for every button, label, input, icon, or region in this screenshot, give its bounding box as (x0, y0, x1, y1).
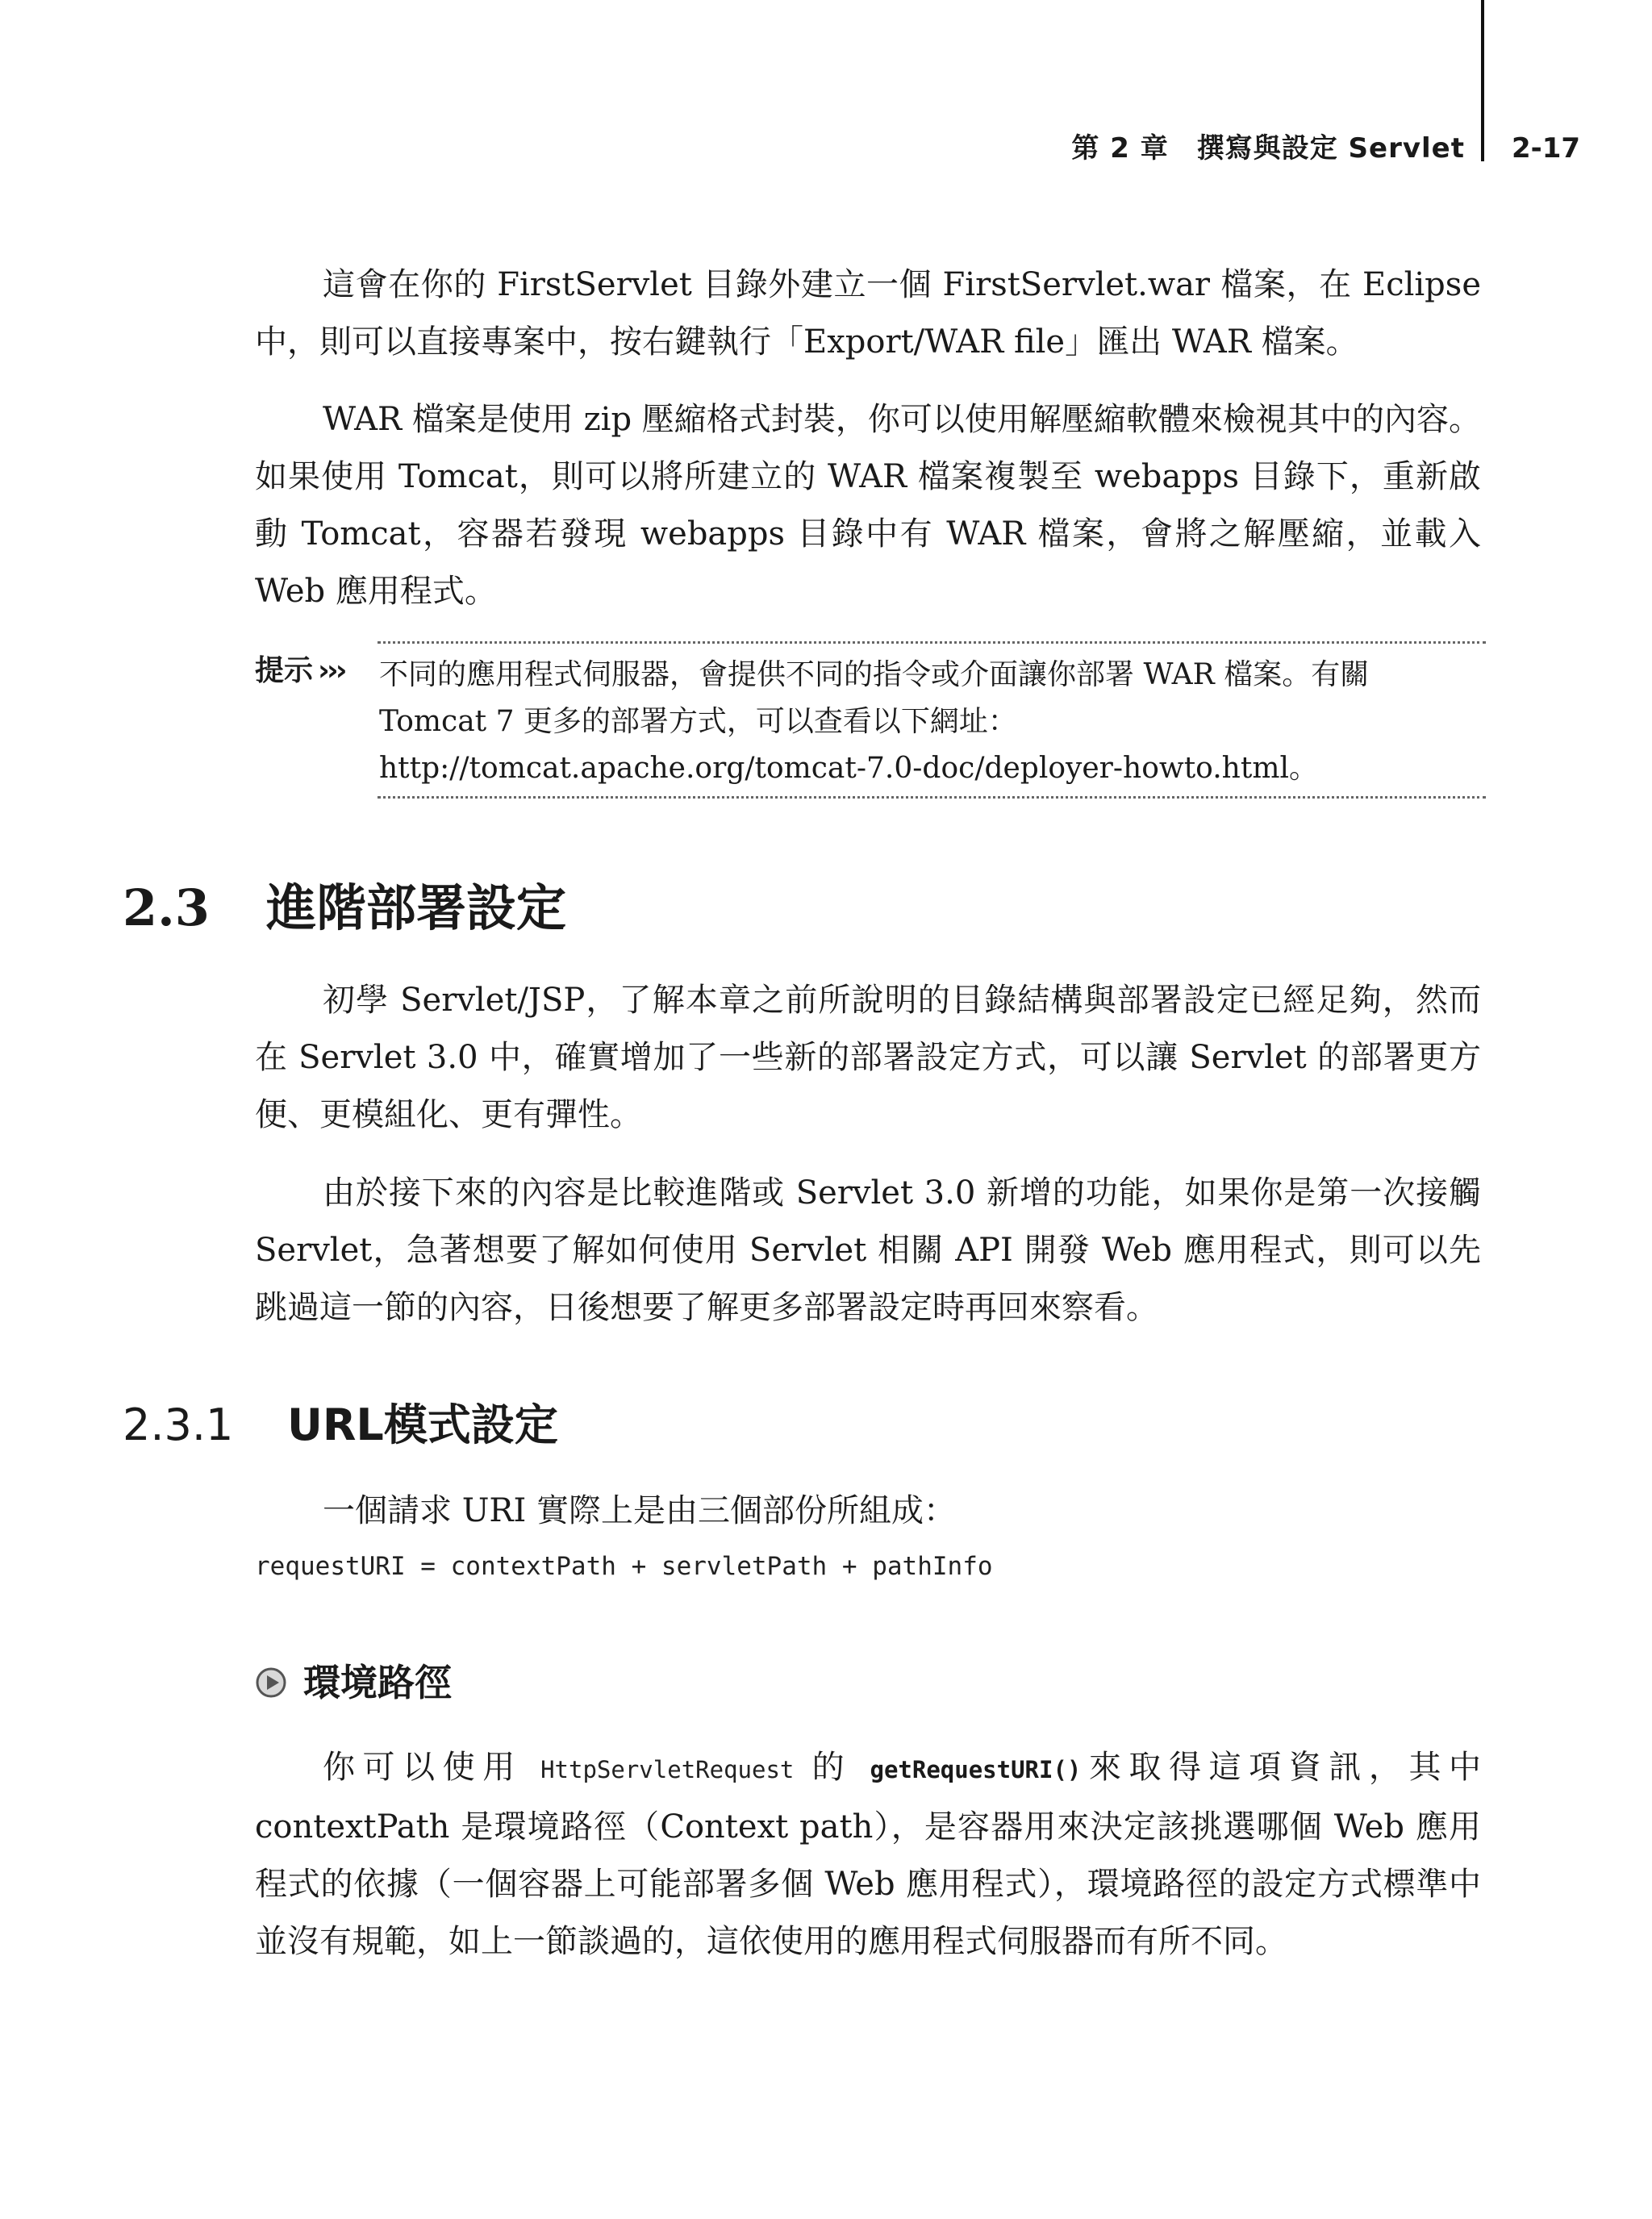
paragraph-war-format: WAR 檔案是使用 zip 壓縮格式封裝，你可以使用解壓縮軟體來檢視其中的內容。如果使用 Tomcat，則可以將所建立的 WAR 檔案複製至 webapps 目錄下，重新啟動 Tomcat，容器若發現 webapps 目錄中有 WAR 檔案，會將之解壓縮，並載入 Web 應用程式。 (255, 401, 1481, 610)
code-httpservletrequest: HttpServletRequest (540, 1756, 795, 1783)
tip-url: http://tomcat.apache.org/tomcat-7.0-doc/deployer-howto.html。 (379, 752, 1318, 785)
paragraph-skip-note: 由於接下來的內容是比較進階或 Servlet 3.0 新增的功能，如果你是第一次接觸 Servlet，急著想要了解如何使用 Servlet 相關 API 開發 Web 應用程式，則可以先跳過這一節的內容，日後想要了解更多部署設定時再回來察看。 (255, 1174, 1481, 1326)
running-header-chapter: 第 2 章 撰寫與設定 Servlet (1071, 132, 1465, 165)
tip-label-text: 提示 (255, 654, 314, 687)
play-circle-icon (255, 1666, 287, 1699)
paragraph-advanced-intro: 初學 Servlet/JSP，了解本章之前所說明的目錄結構與部署設定已經足夠，然而在 Servlet 3.0 中，確實增加了一些新的部署設定方式，可以讓 Servlet 的部署更方便、更模組化、更有彈性。 (255, 982, 1481, 1133)
tip-label (255, 653, 344, 689)
subhead-context-path: 環境路徑 (303, 1661, 452, 1704)
context-text-before: 你可以使用 (323, 1749, 541, 1786)
subsection-title: URL模式設定 (287, 1399, 558, 1450)
tip-text (379, 652, 1484, 792)
tip-line-2: Tomcat 7 更多的部署方式，可以查看以下網址： (379, 705, 1017, 738)
code-getrequesturi: getRequestURI() (870, 1756, 1082, 1783)
page-number: 2-17 (1512, 132, 1581, 165)
header-divider (1481, 0, 1484, 161)
code-request-uri: requestURI = contextPath + servletPath + pathInfo (255, 1552, 993, 1581)
paragraph-context-path (255, 1739, 1481, 1971)
paragraph-uri-parts: 一個請求 URI 實際上是由三個部份所組成： (323, 1492, 957, 1529)
tip-line-1: 不同的應用程式伺服器，會提供不同的指令或介面讓你部署 WAR 檔案。有關 (379, 658, 1370, 691)
section-title: 進階部署設定 (266, 878, 567, 937)
tip-top-rule (378, 641, 1486, 644)
context-text-mid: 的 (794, 1749, 870, 1786)
paragraph-war-file: 這會在你的 FirstServlet 目錄外建立一個 FirstServlet.war 檔案，在 Eclipse 中，則可以直接專案中，按右鍵執行「Export/WAR file」匯出 WAR 檔案。 (255, 266, 1481, 361)
tip-bottom-rule (378, 796, 1486, 799)
tip-arrows-icon: ››› (318, 654, 344, 687)
subsection-number: 2.3.1 (123, 1399, 234, 1450)
section-number: 2.3 (123, 878, 210, 937)
context-text-after: 來取得這項資訊，其中 contextPath 是環境路徑（Context path），是容器用來決定該挑選哪個 Web 應用程式的依據（一個容器上可能部署多個 Web 應用程式），環境路徑的設定方式標準中並沒有規範，如上一節談過的，這依使用的應用程式伺服器而有所不同。 (255, 1749, 1482, 1960)
